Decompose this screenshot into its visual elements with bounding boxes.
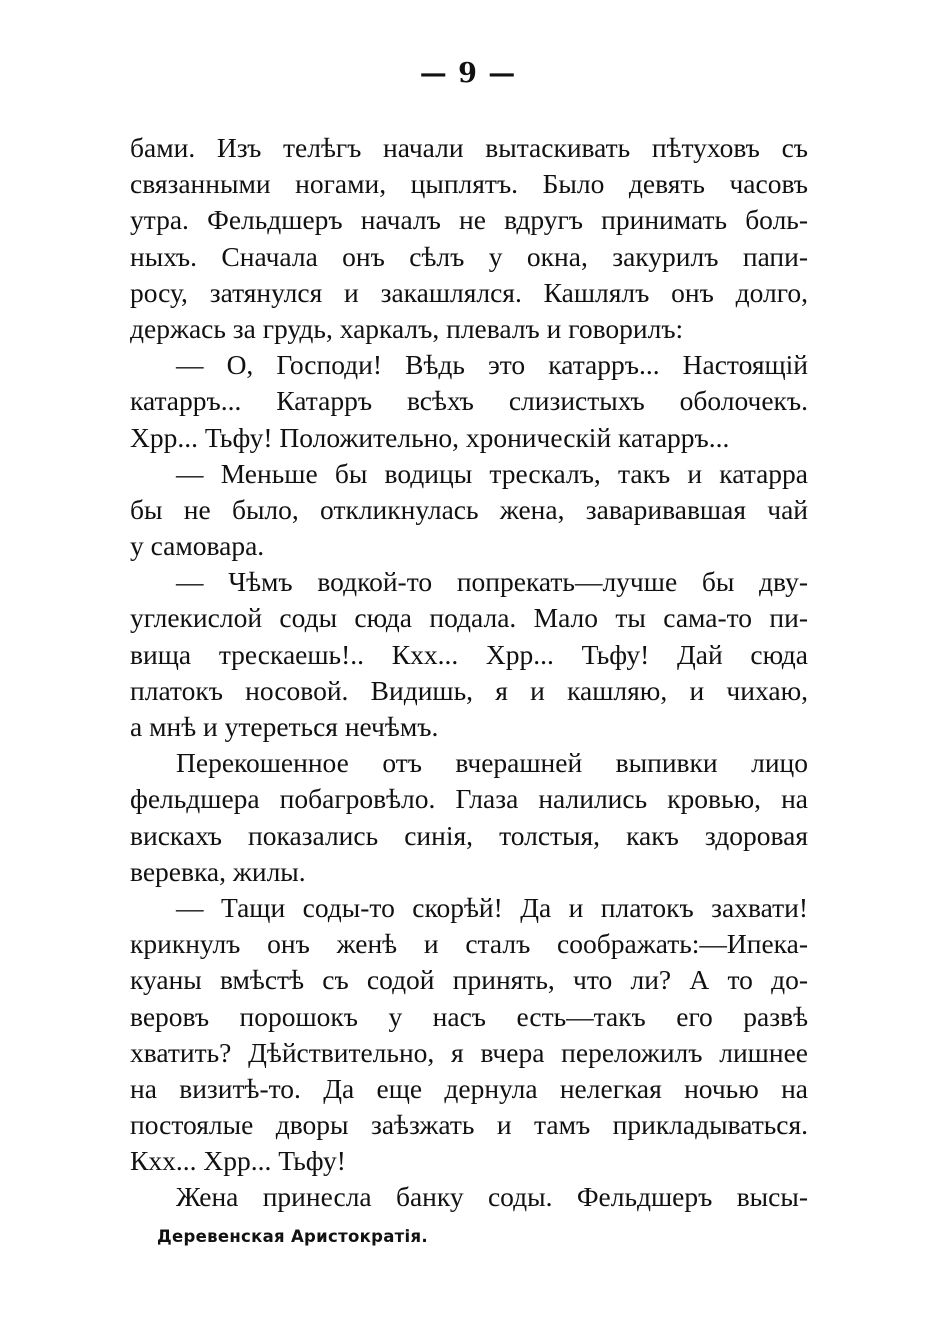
text-line: связанными ногами, цыплятъ. Было девять часовъ xyxy=(130,168,808,200)
text-line: — Чѣмъ водкой-то попрекать—лучше бы дву- xyxy=(176,566,808,598)
body-text xyxy=(130,130,808,1216)
text-line: постоялые дворы заѣзжать и тамъ прикладываться. xyxy=(130,1109,808,1141)
text-line: бы не было, откликнулась жена, заваривавшая чай xyxy=(130,493,808,525)
text-line: куаны вмѣстѣ съ содой принять, что ли? А то до- xyxy=(130,964,808,996)
text-line: ныхъ. Сначала онъ сѣлъ у окна, закурилъ папи- xyxy=(130,240,808,272)
signature-footer: Деревенская Аристократія. xyxy=(157,1227,428,1246)
page-number: — 9 — xyxy=(419,58,517,89)
text-line: — Тащи соды-то скорѣй! Да и платокъ захвати! xyxy=(176,891,808,923)
text-line: держась за грудь, харкалъ, плевалъ и говорилъ: xyxy=(130,312,684,344)
text-line: платокъ носовой. Видишь, я и кашляю, и чихаю, xyxy=(130,674,808,706)
text-line: — О, Господи! Вѣдь это катарръ... Настоящій xyxy=(176,349,808,381)
text-line: веровъ порошокъ у насъ есть—такъ его развѣ xyxy=(130,1000,808,1032)
text-line: а мнѣ и утереться нечѣмъ. xyxy=(130,711,439,742)
text-line: фельдшера побагровѣло. Глаза налились кровью, на xyxy=(130,783,808,815)
text-line: Хрр... Тьфу! Положительно, хроническій катарръ... xyxy=(130,421,730,453)
text-line: Жена принесла банку соды. Фельдшеръ высы- xyxy=(176,1181,808,1213)
text-line: бами. Изъ телѣгъ начали вытаскивать пѣтуховъ съ xyxy=(130,132,808,163)
text-line: углекислой соды сюда подала. Мало ты сама-то пи- xyxy=(130,602,808,634)
text-line: веревка, жилы. xyxy=(130,855,306,887)
text-line: Перекошенное отъ вчерашней выпивки лицо xyxy=(176,747,808,779)
text-line: росу, затянулся и закашлялся. Кашлялъ онъ долго, xyxy=(130,276,808,308)
text-line: на визитѣ-то. Да еще дернула нелегкая ночью на xyxy=(130,1072,808,1104)
text-line: крикнулъ онъ женѣ и сталъ соображать:—Ипека- xyxy=(130,928,808,960)
text-line: катарръ... Катарръ всѣхъ слизистыхъ оболочекъ. xyxy=(130,385,808,417)
text-line: вискахъ показались синія, толстыя, какъ здоровая xyxy=(130,819,808,851)
text-line: хватить? Дѣйствительно, я вчера переложилъ лишнее xyxy=(130,1036,808,1068)
text-line: утра. Фельдшеръ началъ не вдругъ принимать боль- xyxy=(130,204,808,236)
text-line: у самовара. xyxy=(130,530,265,562)
text-line: Кхх... Хрр... Тьфу! xyxy=(130,1145,346,1177)
text-line: — Меньше бы водицы трескалъ, такъ и катарра xyxy=(176,457,808,489)
text-line: вища трескаешь!.. Кхх... Хрр... Тьфу! Дай сюда xyxy=(130,638,808,670)
